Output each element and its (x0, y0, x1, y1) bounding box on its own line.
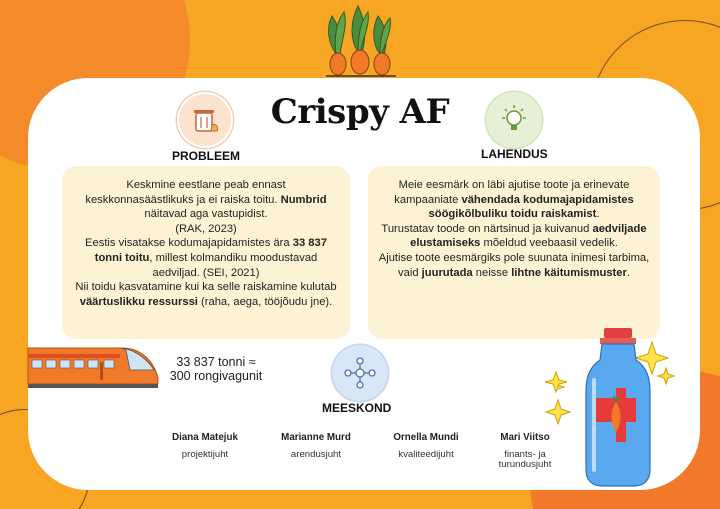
problem-text: Eestis visatakse kodumajapidamistes ära (85, 237, 293, 250)
team-member (371, 432, 481, 460)
member-name: Ornella Mundi (393, 432, 459, 443)
member-role: finants- ja turundusjuht (498, 449, 552, 470)
problem-text: Nii toidu kasvatamine kui ka selle raiskamine kulutab (75, 281, 337, 294)
solution-text-bold: vähendada kodumajapidamistes söögikõlbuliku toidu raiskamist (428, 193, 634, 221)
problem-text: (raha, aega, tööjõudu jne). (197, 295, 333, 308)
problem-text: Keskmine eestlane peab ennast keskkonnasäästlikuks ja ei raiska toitu. (85, 179, 286, 206)
problem-heading: PROBLEEM (172, 149, 241, 163)
member-role: arendusjuht (290, 449, 342, 460)
member-role: projektijuht (181, 449, 229, 460)
train-stat (160, 355, 272, 383)
team-member (261, 432, 371, 460)
train-stat-line-1: 33 837 tonni ≈ (176, 355, 256, 369)
solution-text: mõeldud veebaasil vedelik. (480, 237, 618, 250)
problem-paragraph-4 (72, 280, 340, 309)
problem-text-bold: väärtuslikku ressurssi (79, 295, 198, 308)
solution-text: . (596, 208, 600, 221)
solution-text: Ajutise toote eesmärgiks pole suunata inimesi tarbima, vaid (378, 251, 650, 279)
solution-text: Turustatav toode on närtsinud ja kuivanud (381, 222, 593, 235)
solution-text: neisse (472, 266, 512, 279)
team-network-icon (332, 345, 388, 401)
trash-bin-icon (177, 92, 233, 148)
sparkle-icon (544, 370, 576, 426)
member-role: kvaliteedijuht (398, 449, 454, 460)
solution-text: Meie eesmärk on läbi ajutise toote ja erinevate kampaaniate (394, 179, 630, 206)
member-name: Mari Viitso (500, 432, 550, 443)
solution-heading: LAHENDUS (481, 147, 548, 161)
solution-paragraph-3 (378, 251, 650, 280)
solution-text-bold: juurutada (421, 266, 473, 279)
problem-text-bold: Numbrid (280, 193, 327, 206)
problem-paragraph-3 (72, 236, 340, 280)
problem-text-bold: 33 837 tonni toitu (94, 237, 327, 264)
solution-text-bold: lihtne käitumismuster (511, 266, 627, 279)
solution-text-bold: aedviljade elustamiseks (410, 222, 647, 250)
solution-text-box (368, 166, 660, 339)
problem-text-box (62, 166, 350, 339)
train-icon (26, 340, 160, 392)
team-heading: MEESKOND (322, 401, 392, 415)
train-stat-line-2: 300 rongivagunit (169, 369, 263, 383)
member-name: Diana Matejuk (172, 432, 238, 443)
problem-text: , millest kolmandiku moodustavad aedviljad. (SEI, 2021) (149, 251, 318, 279)
solution-paragraph-2 (378, 222, 650, 251)
team-member (150, 432, 260, 460)
problem-text: (RAK, 2023) (175, 222, 237, 235)
problem-text: näitavad aga vastupidist. (144, 208, 268, 221)
solution-text: . (626, 266, 630, 279)
member-name: Marianne Murd (281, 432, 351, 443)
carrots-illustration (320, 2, 400, 78)
lightbulb-icon (486, 92, 542, 148)
bottle-illustration (558, 320, 678, 490)
problem-paragraph-1 (72, 178, 340, 222)
solution-paragraph-1 (378, 178, 650, 222)
page-title: Crispy AF (270, 92, 450, 132)
problem-paragraph-2 (72, 222, 340, 237)
